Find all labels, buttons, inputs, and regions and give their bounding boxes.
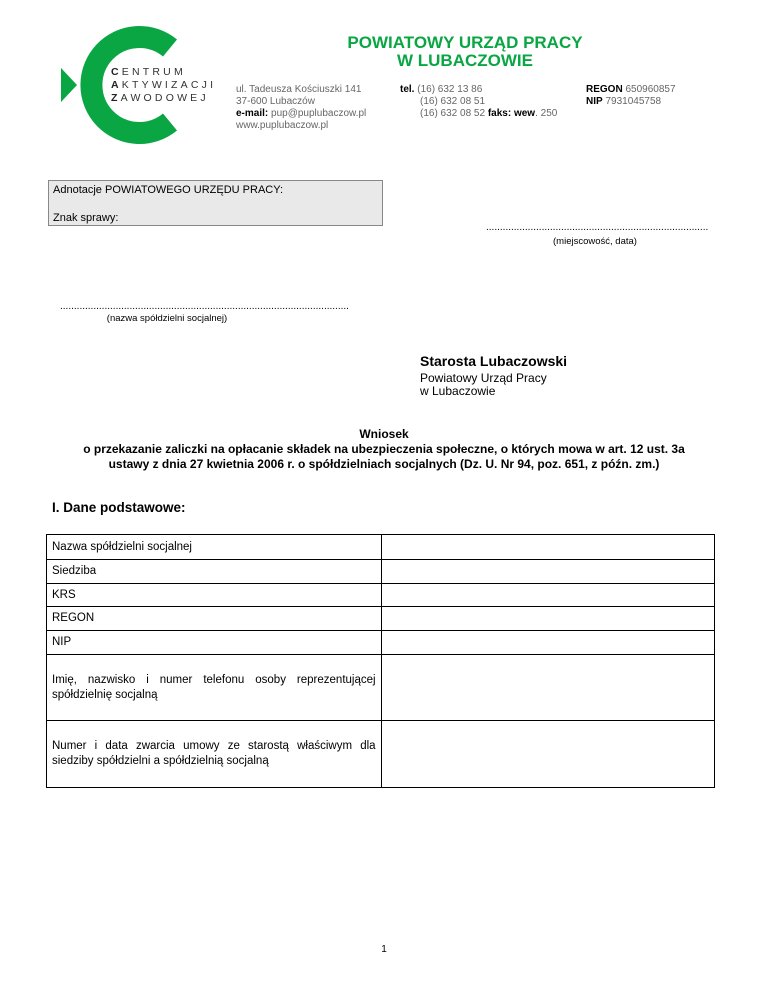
table-row [47, 607, 715, 631]
request-title-line-1: o przekazanie zaliczki na opłacanie składek na ubezpieczenia społeczne, o których mowa w art. 12 ust. 3a [83, 442, 685, 456]
recipient-line-1: Powiatowy Urząd Pracy [420, 371, 547, 385]
logo-text [111, 66, 216, 105]
annotations-heading: Adnotacje POWIATOWEGO URZĘDU PRACY: [53, 184, 284, 196]
office-title-line-1: POWIATOWY URZĄD PRACY [347, 33, 583, 52]
office-phones [400, 84, 557, 120]
tel-line-2: (16) 632 08 51 [420, 96, 486, 107]
recipient-line-2: w Lubaczowie [420, 384, 496, 398]
cooperative-name-label: (nazwa spółdzielni socjalnej) [106, 313, 228, 324]
row-label-krs: KRS [47, 584, 382, 607]
table-row [47, 631, 715, 655]
logo-line-3: ZAWODOWEJ [111, 92, 209, 104]
tel-line-1: tel. (16) 632 13 86 [400, 84, 483, 95]
address-street: ul. Tadeusza Kościuszki 141 [236, 84, 362, 95]
logo-arrow [61, 68, 77, 102]
table-row [47, 560, 715, 584]
request-title [0, 427, 768, 472]
row-label-representative: Imię, nazwisko i numer telefonu osoby reprezentującej spółdzielnię socjalną [47, 655, 382, 721]
recipient-address [420, 372, 547, 398]
email-line: e-mail: pup@puplubaczow.pl [236, 108, 367, 119]
office-address [236, 84, 366, 132]
table-row [47, 721, 715, 788]
website-link[interactable]: www.puplubaczow.pl [236, 120, 329, 131]
row-value-agreement[interactable] [381, 721, 714, 788]
place-date-label: (miejscowość, data) [553, 236, 637, 247]
table-row [47, 535, 715, 560]
email-link[interactable]: pup@puplubaczow.pl [271, 108, 367, 119]
cooperative-name-field[interactable]: ........................................................................................................ [60, 301, 349, 312]
office-title-line-2: W LUBACZOWIE [397, 51, 533, 70]
section-basic-data-heading: I. Dane podstawowe: [52, 500, 186, 515]
regon-line: REGON 650960857 [586, 84, 676, 95]
case-number-label: Znak sprawy: [53, 212, 119, 224]
tel-line-3: (16) 632 08 52 faks: wew. 250 [420, 108, 558, 119]
logo-line-2: AKTYWIZACJI [111, 79, 217, 91]
nip-line: NIP 7931045758 [586, 96, 662, 107]
row-label-seat: Siedziba [47, 560, 382, 584]
row-label-agreement: Numer i data zwarcia umowy ze starostą właściwym dla siedziby spółdzielni a spółdzielnią socjalną [47, 721, 382, 788]
row-label-name: Nazwa spółdzielni socjalnej [47, 535, 382, 560]
row-value-nip[interactable] [381, 631, 714, 655]
office-title [300, 34, 630, 70]
row-value-regon[interactable] [381, 607, 714, 631]
basic-data-table [46, 534, 715, 788]
table-row [47, 584, 715, 607]
table-row [47, 655, 715, 721]
row-label-regon: REGON [47, 607, 382, 631]
row-value-name[interactable] [381, 535, 714, 560]
registry-numbers [586, 84, 676, 108]
request-title-line-2: ustawy z dnia 27 kwietnia 2006 r. o spółdzielniach socjalnych (Dz. U. Nr 94, poz. 651, z późn. zm.) [108, 457, 660, 471]
row-label-nip: NIP [47, 631, 382, 655]
page-number: 1 [381, 944, 387, 955]
office-annotations-box [48, 180, 383, 226]
row-value-representative[interactable] [381, 655, 714, 721]
recipient-name: Starosta Lubaczowski [420, 353, 568, 369]
row-value-krs[interactable] [381, 584, 714, 607]
logo-line-1: CENTRUM [111, 66, 186, 78]
row-value-seat[interactable] [381, 560, 714, 584]
place-date-field[interactable]: ................................................................................ [486, 222, 709, 233]
request-title-main: Wniosek [359, 427, 409, 441]
address-city: 37-600 Lubaczów [236, 96, 315, 107]
